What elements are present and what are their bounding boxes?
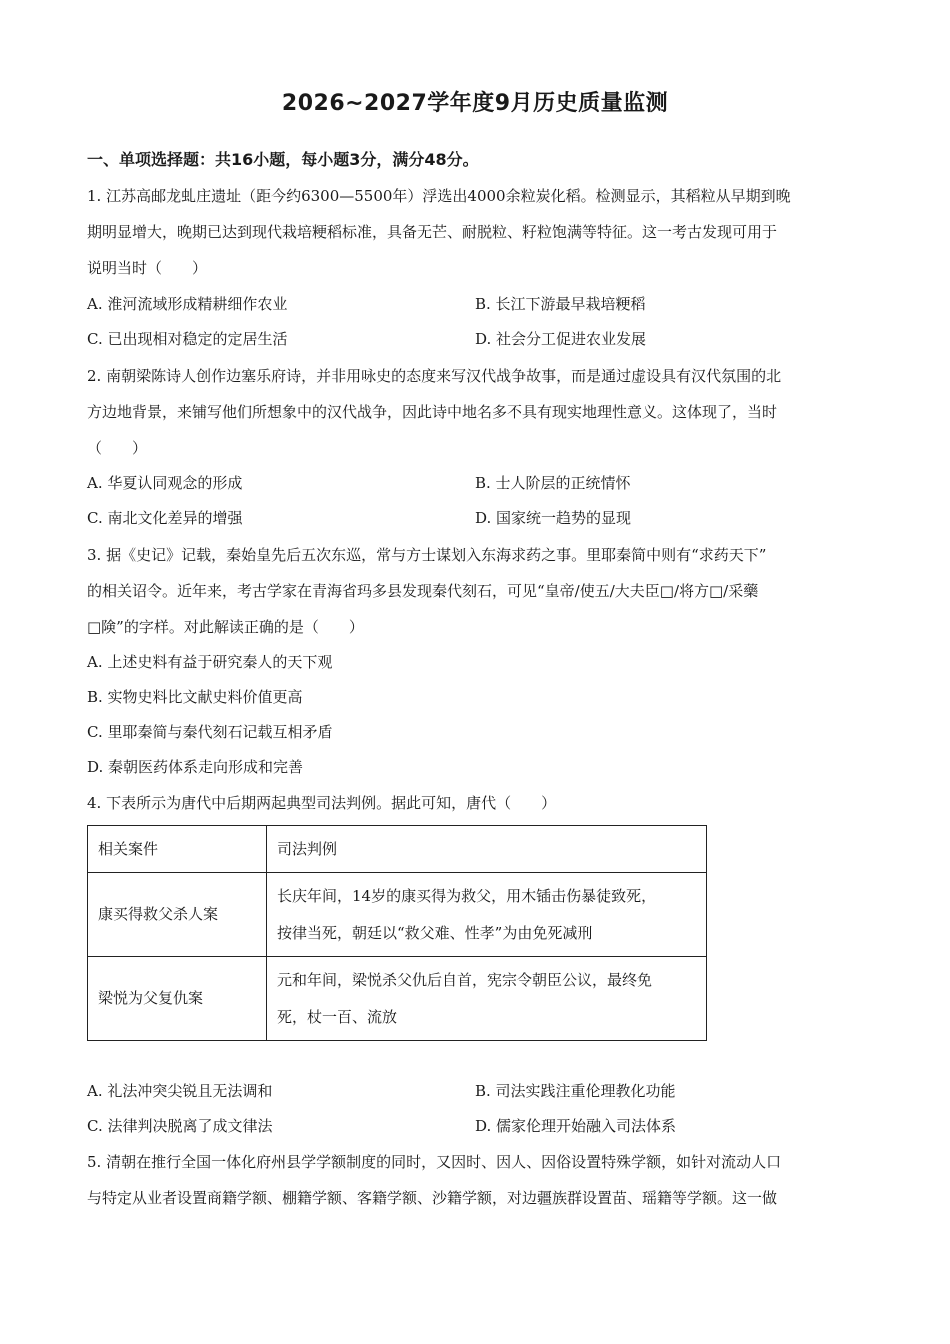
q4-option-d: D. 儒家伦理开始融入司法体系 — [475, 1117, 677, 1135]
q3-option-a: A. 上述史料有益于研究秦人的天下观 — [87, 653, 333, 671]
q3-line-1: 3. 据《史记》记载，秦始皇先后五次东巡，常与方士谋划入东海求药之事。里耶秦简中则有“求药天下” — [87, 546, 767, 564]
table-row — [88, 957, 707, 1041]
table-cell-ruling — [267, 873, 707, 957]
page-title: 2026~2027学年度9月历史质量监测 — [281, 91, 669, 116]
table-cell-ruling — [267, 957, 707, 1041]
q3-option-b: B. 实物史料比文献史料价值更高 — [87, 688, 303, 706]
q2-option-b: B. 士人阶层的正统情怀 — [475, 474, 631, 492]
q1-option-a: A. 淮河流域形成精耕细作农业 — [87, 295, 288, 313]
table-header-ruling: 司法判例 — [267, 826, 707, 873]
ruling-line: 按律当死，朝廷以“救父难、性孝”为由免死减刑 — [277, 923, 593, 942]
q4-option-b: B. 司法实践注重伦理教化功能 — [475, 1082, 676, 1100]
q1-option-d: D. 社会分工促进农业发展 — [475, 330, 647, 348]
q3-option-d: D. 秦朝医药体系走向形成和完善 — [87, 758, 304, 776]
table-cell-case: 梁悦为父复仇案 — [88, 957, 267, 1041]
q5-line-2: 与特定从业者设置商籍学额、棚籍学额、客籍学额、沙籍学额，对边疆族群设置苗、瑶籍等学额。这一做 — [87, 1189, 778, 1207]
q2-line-2: 方边地背景，来铺写他们所想象中的汉代战争，因此诗中地名多不具有现实地理性意义。这体现了，当时 — [87, 403, 778, 421]
section-heading: 一、单项选择题：共16小题，每小题3分，满分48分。 — [87, 150, 479, 169]
q2-line-3: （ ） — [87, 439, 148, 457]
q1-line-2: 期明显增大，晚期已达到现代栽培粳稻标准，具备无芒、耐脱粒、籽粒饱满等特征。这一考古发现可用于 — [87, 223, 778, 241]
q2-option-a: A. 华夏认同观念的形成 — [87, 474, 243, 492]
q2-line-1: 2. 南朝梁陈诗人创作边塞乐府诗，并非用咏史的态度来写汉代战争故事，而是通过虚设具有汉代氛围的北 — [87, 367, 782, 385]
q1-line-3: 说明当时（ ） — [87, 259, 208, 277]
q1-option-b: B. 长江下游最早栽培粳稻 — [475, 295, 646, 313]
q2-option-d: D. 国家统一趋势的显现 — [475, 509, 632, 527]
q3-line-3: □険”的字样。对此解读正确的是（ ） — [87, 618, 364, 636]
ruling-line: 长庆年间，14岁的康买得为救父，用木锸击伤暴徒致死， — [277, 886, 657, 905]
ruling-line: 元和年间，梁悦杀父仇后自首，宪宗令朝臣公议，最终免 — [277, 970, 653, 989]
q3-option-c: C. 里耶秦简与秦代刻石记载互相矛盾 — [87, 723, 333, 741]
table-row — [88, 873, 707, 957]
table-header-case: 相关案件 — [88, 826, 267, 873]
q5-line-1: 5. 清朝在推行全国一体化府州县学学额制度的同时，又因时、因人、因俗设置特殊学额，如针对流动人口 — [87, 1153, 782, 1171]
table-cell-case: 康买得救父杀人案 — [88, 873, 267, 957]
judgment-table — [87, 825, 707, 1041]
q1-option-c: C. 已出现相对稳定的定居生活 — [87, 330, 288, 348]
q4-line-1: 4. 下表所示为唐代中后期两起典型司法判例。据此可知，唐代（ ） — [87, 794, 557, 812]
table-header-row — [88, 826, 707, 873]
ruling-line: 死，杖一百、流放 — [277, 1007, 398, 1026]
q4-option-c: C. 法律判决脱离了成文律法 — [87, 1117, 273, 1135]
q4-option-a: A. 礼法冲突尖锐且无法调和 — [87, 1082, 273, 1100]
q3-line-2: 的相关诏令。近年来，考古学家在青海省玛多县发现秦代刻石，可见“皇帝/使五/大夫臣□/将方□/采藥 — [87, 582, 759, 600]
q1-line-1: 1. 江苏高邮龙虬庄遗址（距今约6300—5500年）浮选出4000余粒炭化稻。检测显示，其稻粒从早期到晚 — [87, 187, 791, 205]
q2-option-c: C. 南北文化差异的增强 — [87, 509, 243, 527]
